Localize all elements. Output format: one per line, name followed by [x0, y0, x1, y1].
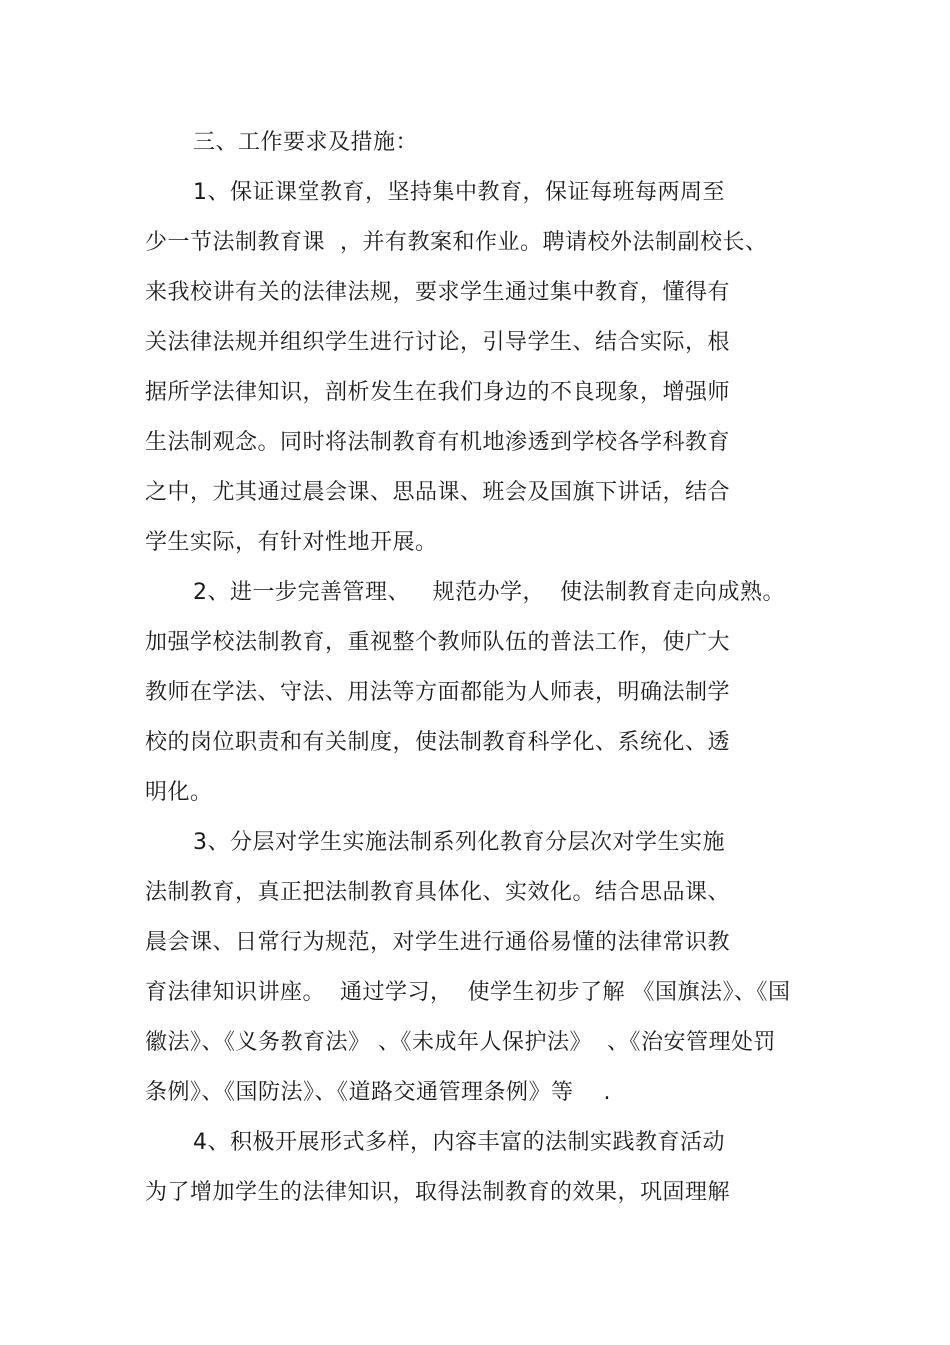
paragraph-line: 1、保证课堂教育，坚持集中教育，保证每班每两周至: [193, 180, 725, 205]
paragraph-line: 据所学法律知识，剖析发生在我们身边的不良现象，增强师: [145, 380, 731, 405]
paragraph-line: 关法律法规并组织学生进行讨论，引导学生、结合实际，根: [145, 330, 731, 355]
paragraph-line: 校的岗位职责和有关制度，使法制教育科学化、系统化、透: [145, 730, 731, 755]
paragraph-line: 生法制观念。同时将法制教育有机地渗透到学校各学科教育: [145, 430, 731, 455]
paragraph-line: 晨会课、日常行为规范，对学生进行通俗易懂的法律常识教: [145, 930, 731, 955]
paragraph-line: 少一节法制教育课 ，并有教案和作业。聘请校外法制副校长、: [145, 230, 768, 255]
paragraph-line: 育法律知识讲座。 通过学习， 使学生初步了解 《国旗法》、《国: [145, 980, 791, 1005]
paragraph-line: 之中，尤其通过晨会课、思品课、班会及国旗下讲话，结合: [145, 480, 731, 505]
paragraph-line: 法制教育，真正把法制教育具体化、实效化。结合思品课、: [145, 880, 731, 905]
paragraph-line: 徽法》、《义务教育法》 、《未成年人保护法》 、《治安管理处罚: [145, 1030, 776, 1055]
paragraph-line: 为了增加学生的法律知识，取得法制教育的效果，巩固理解: [145, 1180, 731, 1205]
paragraph-line: 来我校讲有关的法律法规，要求学生通过集中教育，懂得有: [145, 280, 731, 305]
paragraph-line: 明化。: [145, 780, 213, 805]
paragraph-line: 条例》、《国防法》、《道路交通管理条例》等 .: [145, 1080, 611, 1105]
paragraph-line: 3、分层对学生实施法制系列化教育分层次对学生实施: [193, 830, 725, 855]
paragraph-line: 加强学校法制教育，重视整个教师队伍的普法工作，使广大: [145, 630, 731, 655]
section-heading: 三、工作要求及措施：: [193, 130, 419, 155]
paragraph-line: 2、进一步完善管理、 规范办学， 使法制教育走向成熟。: [193, 580, 785, 605]
paragraph-line: 4、积极开展形式多样，内容丰富的法制实践教育活动: [193, 1130, 725, 1155]
paragraph-line: 学生实际，有针对性地开展。: [145, 530, 438, 555]
paragraph-line: 教师在学法、守法、用法等方面都能为人师表，明确法制学: [145, 680, 731, 705]
